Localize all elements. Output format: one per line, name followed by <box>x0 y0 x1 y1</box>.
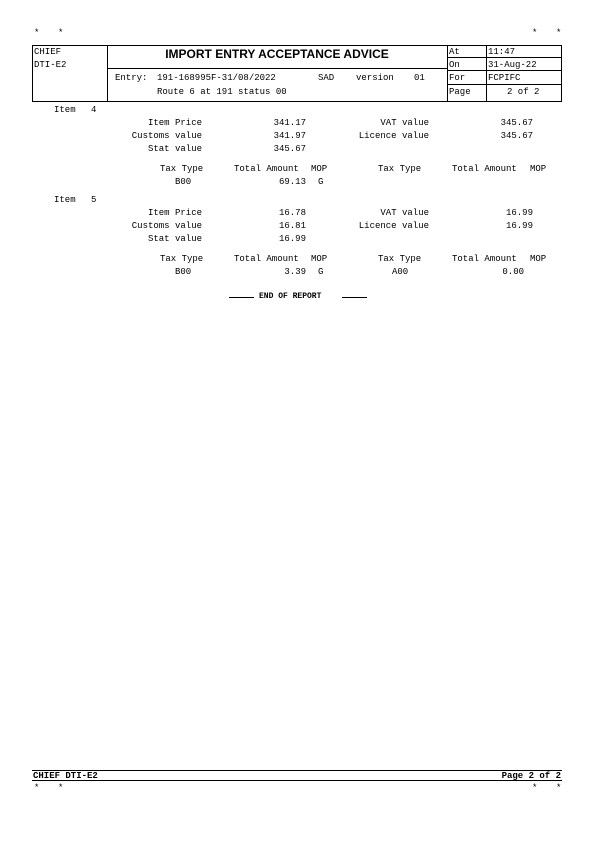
total-amount-header: Total Amount <box>234 164 299 174</box>
vat-value: 345.67 <box>500 118 533 128</box>
tax-amount: 3.39 <box>284 267 306 277</box>
mop-header: MOP <box>530 164 547 174</box>
customs-value-label: Customs value <box>131 221 202 231</box>
corner-mark: * <box>58 783 64 793</box>
tax-mop: G <box>318 267 324 277</box>
on-label: On <box>449 60 460 70</box>
tax-type-header: Tax Type <box>378 164 422 174</box>
page-footer <box>32 770 562 781</box>
customs-value: 341.97 <box>273 131 306 141</box>
entry-number: 191-168995F-31/08/2022 <box>157 73 276 83</box>
at-label: At <box>449 47 460 57</box>
item-label: Item <box>54 195 76 205</box>
stat-value-label: Stat value <box>147 144 202 154</box>
tax-amount: 0.00 <box>502 267 524 277</box>
corner-mark: * <box>532 783 538 793</box>
tax-type-header: Tax Type <box>378 254 422 264</box>
footer-system: CHIEF DTI-E2 <box>33 771 98 781</box>
divider <box>229 297 254 298</box>
route-status: Route 6 at 191 status 00 <box>157 87 287 97</box>
stat-value: 345.67 <box>273 144 306 154</box>
version-label: version <box>356 73 394 83</box>
mop-header: MOP <box>311 254 328 264</box>
customs-value: 16.81 <box>278 221 306 231</box>
report-title: IMPORT ENTRY ACCEPTANCE ADVICE <box>165 47 389 61</box>
item-label: Item <box>54 105 76 115</box>
system-code: DTI-E2 <box>34 60 67 70</box>
page-value: 2 of 2 <box>507 87 540 97</box>
item-number: 4 <box>91 105 97 115</box>
vat-value-label: VAT value <box>380 208 429 218</box>
mop-header: MOP <box>530 254 547 264</box>
tax-amount: 69.13 <box>278 177 306 187</box>
item-number: 5 <box>91 195 97 205</box>
tax-type: A00 <box>392 267 409 277</box>
tax-mop: G <box>318 177 324 187</box>
entry-label: Entry: <box>115 73 148 83</box>
item-price-label: Item Price <box>147 118 202 128</box>
item-price-value: 341.17 <box>273 118 306 128</box>
corner-mark: * <box>556 28 562 38</box>
vat-value: 16.99 <box>505 208 533 218</box>
time-value: 11:47 <box>488 47 516 57</box>
tax-type: B00 <box>175 267 192 277</box>
system-name: CHIEF <box>34 47 62 57</box>
corner-mark: * <box>34 783 40 793</box>
divider <box>342 297 367 298</box>
corner-mark: * <box>58 28 64 38</box>
tax-type-header: Tax Type <box>160 164 204 174</box>
licence-value: 16.99 <box>505 221 533 231</box>
total-amount-header: Total Amount <box>452 164 517 174</box>
sad-label: SAD <box>318 73 335 83</box>
item-price-value: 16.78 <box>278 208 306 218</box>
stat-value-label: Stat value <box>147 234 202 244</box>
total-amount-header: Total Amount <box>452 254 517 264</box>
total-amount-header: Total Amount <box>234 254 299 264</box>
licence-value-label: Licence value <box>358 131 429 141</box>
corner-mark: * <box>532 28 538 38</box>
mop-header: MOP <box>311 164 328 174</box>
licence-value: 345.67 <box>500 131 533 141</box>
corner-mark: * <box>556 783 562 793</box>
stat-value: 16.99 <box>278 234 306 244</box>
end-of-report: END OF REPORT <box>259 292 322 301</box>
for-value: FCPIFC <box>488 73 521 83</box>
customs-value-label: Customs value <box>131 131 202 141</box>
date-value: 31-Aug-22 <box>488 60 537 70</box>
item-price-label: Item Price <box>147 208 202 218</box>
tax-type: B00 <box>175 177 192 187</box>
report-header <box>32 45 562 102</box>
licence-value-label: Licence value <box>358 221 429 231</box>
page-label: Page <box>449 87 471 97</box>
for-label: For <box>449 73 466 83</box>
corner-mark: * <box>34 28 40 38</box>
version-number: 01 <box>414 73 425 83</box>
footer-page: Page 2 of 2 <box>501 771 561 781</box>
tax-type-header: Tax Type <box>160 254 204 264</box>
vat-value-label: VAT value <box>380 118 429 128</box>
